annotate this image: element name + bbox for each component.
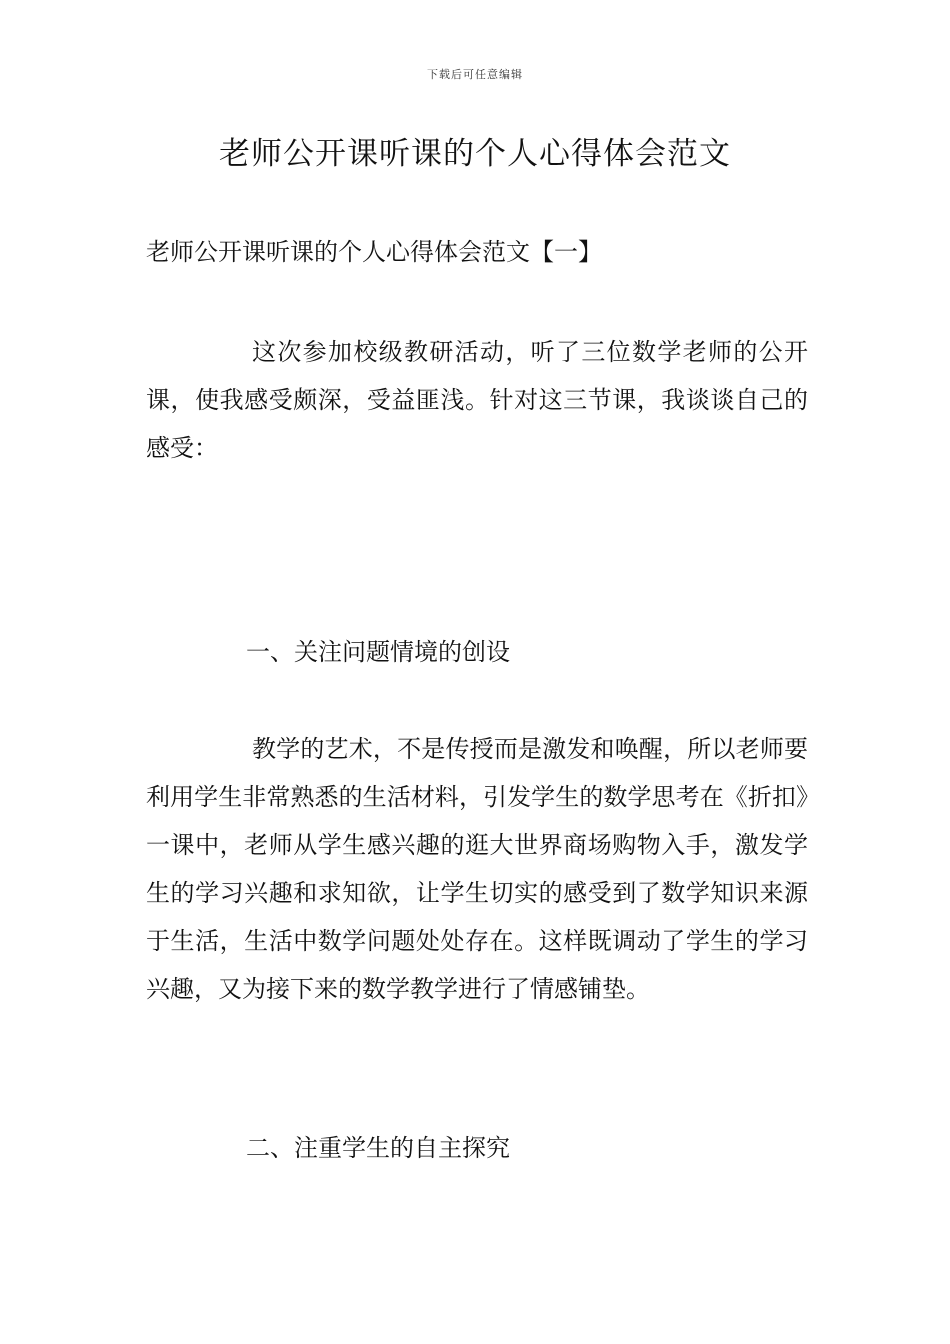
subheading-point-2: 二、注重学生的自主探究 <box>246 1134 510 1162</box>
subheading-point-1: 一、关注问题情境的创设 <box>246 638 510 666</box>
point-1-paragraph: 教学的艺术，不是传授而是激发和唤醒，所以老师要利用学生非常熟悉的生活材料，引发学生的数学思考在《折扣》一课中，老师从学生感兴趣的逛大世界商场购物入手，激发学生的学习兴趣和求知欲，让学生切实的感受到了数学知识来源于生活，生活中数学问题处处存在。这样既调动了学生的学习兴趣，又为接下来的数学教学进行了情感铺垫。 <box>146 735 808 1003</box>
intro-paragraph: 这次参加校级教研活动，听了三位数学老师的公开课，使我感受颇深，受益匪浅。针对这三节课，我谈谈自己的感受： <box>146 338 808 462</box>
document-title: 老师公开课听课的个人心得体会范文 <box>219 136 731 172</box>
header-note: 下载后可任意编辑 <box>427 68 523 81</box>
section-heading: 老师公开课听课的个人心得体会范文【一】 <box>146 238 602 266</box>
